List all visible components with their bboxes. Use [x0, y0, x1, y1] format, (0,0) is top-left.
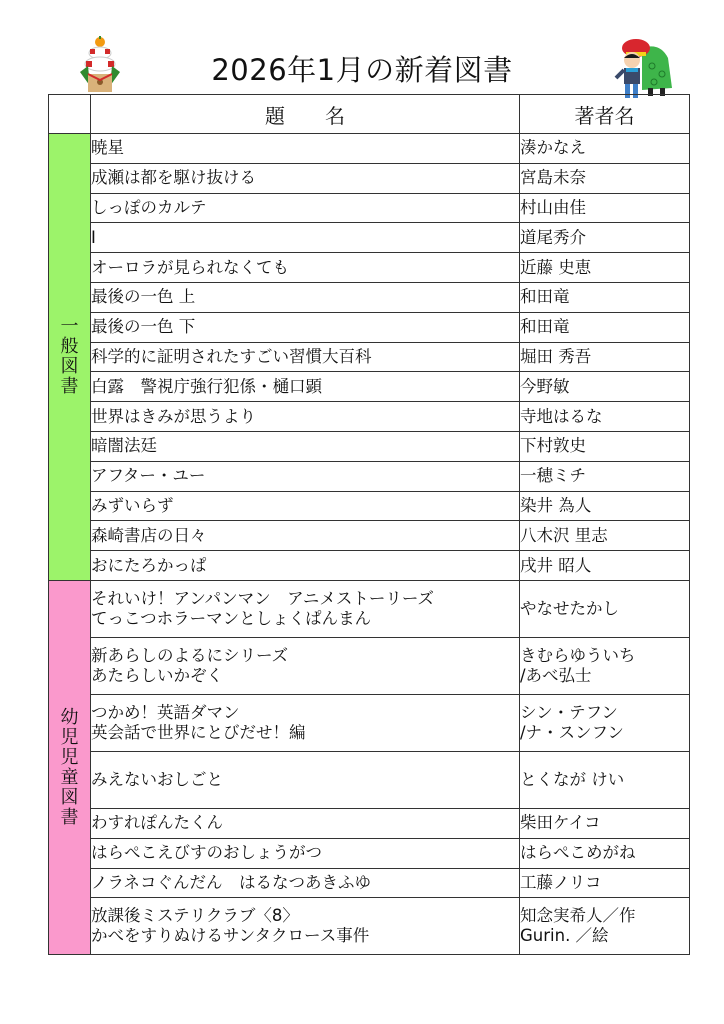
- header-row: [49, 95, 690, 134]
- book-title: 最後の一色 上: [91, 282, 520, 312]
- book-title: [91, 898, 520, 955]
- author-line-2: Gurin. ／絵: [520, 926, 609, 946]
- author-line-1: 知念実希人／作: [520, 906, 636, 926]
- table-row: [49, 223, 690, 253]
- table-row: [49, 461, 690, 491]
- table-row: [49, 580, 690, 637]
- table-row: [49, 898, 690, 955]
- book-title: みえないおしごと: [91, 751, 520, 808]
- table-row: [49, 551, 690, 581]
- book-title: はらぺこえびすのおしょうがつ: [91, 838, 520, 868]
- book-author: 戌井 昭人: [520, 551, 690, 581]
- table-row: [49, 838, 690, 868]
- book-author: とくなが けい: [520, 751, 690, 808]
- book-author: 村山由佳: [520, 193, 690, 223]
- book-title: 暗闇法廷: [91, 431, 520, 461]
- table-row: [49, 163, 690, 193]
- book-title: しっぽのカルテ: [91, 193, 520, 223]
- table-row: [49, 637, 690, 694]
- title-line-2: あたらしいかぞく: [91, 665, 223, 685]
- book-title: 暁星: [91, 134, 520, 164]
- header-title: 題 名: [91, 95, 520, 134]
- title-line-1: 放課後ミステリクラブ〈8〉: [91, 906, 299, 926]
- book-author: 道尾秀介: [520, 223, 690, 253]
- book-title: 最後の一色 下: [91, 312, 520, 342]
- header-author: 著者名: [520, 95, 690, 134]
- table-row: [49, 402, 690, 432]
- book-title: ノラネコぐんだん はるなつあきふゆ: [91, 868, 520, 898]
- table-row: [49, 342, 690, 372]
- book-author: 湊かなえ: [520, 134, 690, 164]
- book-author: 染井 為人: [520, 491, 690, 521]
- category-label: 幼児児童図書: [60, 706, 79, 828]
- book-title: 科学的に証明されたすごい習慣大百科: [91, 342, 520, 372]
- author-line-1: シン・テフン: [520, 702, 618, 722]
- author-line-2: /あべ弘士: [520, 665, 592, 685]
- new-books-table: [48, 94, 690, 955]
- book-title: I: [91, 223, 520, 253]
- book-author: 近藤 史恵: [520, 253, 690, 283]
- book-title: アフター・ユー: [91, 461, 520, 491]
- title-line-2: 英会話で世界にとびだせ！編: [91, 722, 306, 742]
- table-row: [49, 521, 690, 551]
- book-author: 八木沢 里志: [520, 521, 690, 551]
- table-row: [49, 193, 690, 223]
- book-title: 森崎書店の日々: [91, 521, 520, 551]
- table-row: [49, 808, 690, 838]
- category-general: [49, 134, 91, 581]
- book-title: 成瀬は都を駆け抜ける: [91, 163, 520, 193]
- title-line-2: かべをすりぬけるサンタクロース事件: [91, 926, 370, 946]
- book-author: [520, 637, 690, 694]
- table-row: [49, 312, 690, 342]
- book-author: 和田竜: [520, 282, 690, 312]
- book-author: [520, 580, 690, 637]
- title-line-1: 新あらしのよるにシリーズ: [91, 645, 289, 665]
- book-author: 下村敦史: [520, 431, 690, 461]
- book-author: 柴田ケイコ: [520, 808, 690, 838]
- author-line-1: きむらゆういち: [520, 645, 636, 665]
- page-title: 2026年1月の新着図書: [211, 53, 513, 87]
- book-author: 宮島未奈: [520, 163, 690, 193]
- table-row: [49, 491, 690, 521]
- table-row: [49, 694, 690, 751]
- book-title: みずいらず: [91, 491, 520, 521]
- title-line-2: てっこつホラーマンとしょくぱんまん: [91, 608, 372, 628]
- shishimai-lion-dance-icon: [612, 38, 674, 100]
- table-row: [49, 868, 690, 898]
- title-line-1: つかめ！英語ダマン: [91, 702, 240, 722]
- table-row: [49, 431, 690, 461]
- book-author: 寺地はるな: [520, 402, 690, 432]
- category-kids: [49, 580, 91, 954]
- book-author: 和田竜: [520, 312, 690, 342]
- table-row: [49, 253, 690, 283]
- book-author: 堀田 秀吾: [520, 342, 690, 372]
- book-author: [520, 694, 690, 751]
- book-title: [91, 694, 520, 751]
- book-author: はらぺこめがね: [520, 838, 690, 868]
- table-row: [49, 282, 690, 312]
- table-row: [49, 751, 690, 808]
- category-label: 一般図書: [60, 315, 79, 397]
- book-author: 今野敏: [520, 372, 690, 402]
- table-row: [49, 372, 690, 402]
- header-category: [49, 95, 91, 134]
- book-author: 工藤ノリコ: [520, 868, 690, 898]
- book-title: おにたろかっぱ: [91, 551, 520, 581]
- book-author: [520, 898, 690, 955]
- book-title: [91, 637, 520, 694]
- book-title: わすれぽんたくん: [91, 808, 520, 838]
- table-row: [49, 134, 690, 164]
- book-title: 白露 警視庁強行犯係・樋口顕: [91, 372, 520, 402]
- book-author: 一穂ミチ: [520, 461, 690, 491]
- author-line-2: /ナ・スンフン: [520, 722, 624, 742]
- book-title: オーロラが見られなくても: [91, 253, 520, 283]
- book-title: [91, 580, 520, 637]
- author-line-1: やなせたかし: [520, 598, 619, 618]
- title-line-1: それいけ！アンパンマン アニメストーリーズ: [91, 588, 435, 608]
- book-title: 世界はきみが思うより: [91, 402, 520, 432]
